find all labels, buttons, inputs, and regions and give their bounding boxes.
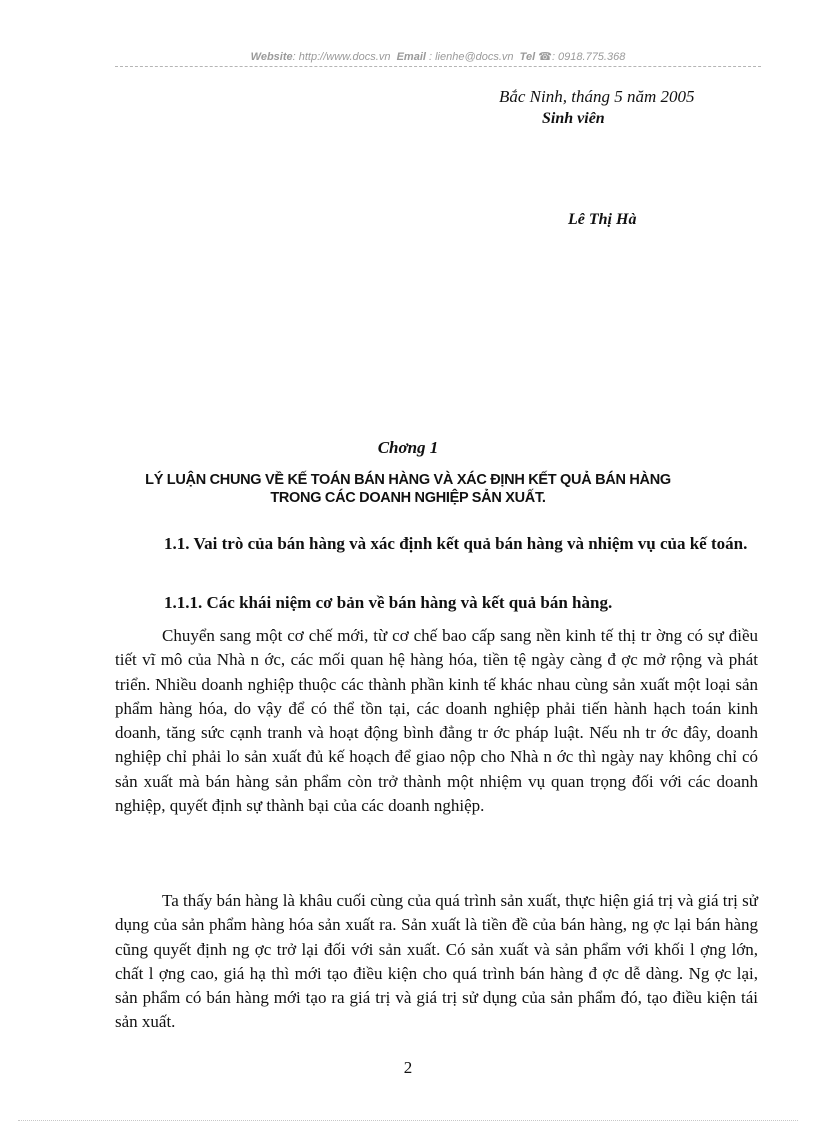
signature-name: Lê Thị Hà — [568, 211, 637, 228]
tel-label: Tel — [519, 51, 536, 63]
header-divider — [115, 66, 761, 67]
section-number: 1.1.1. — [164, 593, 203, 612]
section-heading-1-1 — [115, 532, 758, 556]
signature-place-date: Bắc Ninh, tháng 5 năm 2005 — [499, 87, 695, 106]
chapter-title-line-2: TRONG CÁC DOANH NGHIỆP SẢN XUẤT. — [270, 490, 546, 506]
email-label: Email — [396, 51, 426, 63]
section-title: Các khái niệm cơ bản về bán hàng và kết quả bán hàng. — [206, 593, 613, 612]
page-number: 2 — [403, 1058, 413, 1077]
section-number: 1.1. — [164, 534, 190, 553]
footer-divider — [18, 1120, 798, 1121]
section-title: Vai trò của bán hàng và xác định kết quả bán hàng và nhiệm vụ của kế toán. — [193, 534, 748, 553]
phone-icon: ☎ — [538, 51, 552, 63]
tel-number: : 0918.775.368 — [551, 51, 626, 63]
chapter-label: Chơng 1 — [377, 438, 439, 457]
website-label: Website — [250, 51, 293, 63]
website-url[interactable]: : http://www.docs.vn — [292, 51, 391, 63]
chapter-title-line-1: LÝ LUẬN CHUNG VỀ KẾ TOÁN BÁN HÀNG VÀ XÁC ĐỊNH KẾT QUẢ BÁN HÀNG — [145, 472, 671, 488]
section-heading-1-1-1 — [115, 591, 758, 615]
signature-role: Sinh viên — [542, 110, 605, 127]
page-header — [115, 50, 761, 63]
chapter-title — [120, 471, 696, 507]
email-address[interactable]: : lienhe@docs.vn — [425, 51, 514, 63]
body-paragraph: Ta thấy bán hàng là khâu cuối cùng của quá trình sản xuất, thực hiện giá trị và giá trị sử dụng của sản phẩm hàng hóa sản xuất ra. Sản xuất là tiền đề của bán hàng, ng ợc lại bán hàng cũng quyết định ng ợc trở lại đối với sản xuất. Có sản xuất và sản phẩm với khối l ợng lớn, chất l ợng cao, giá hạ thì mới tạo điều kiện cho quá trình bán hàng đ ợc dễ dàng. Ng ợc lại, sản phẩm có bán hàng mới tạo ra giá trị và giá trị sử dụng của sản phẩm đó, tạo điều kiện tái sản xuất. — [115, 891, 758, 1032]
body-paragraph: Chuyển sang một cơ chế mới, từ cơ chế bao cấp sang nền kinh tế thị tr ờng có sự điều tiết vĩ mô của Nhà n ớc, các mối quan hệ hàng hóa, tiền tệ ngày càng đ ợc mở rộng và phát triển. Nhiều doanh nghiệp thuộc các thành phần kinh tế khác nhau cùng sản xuất một loại sản phẩm hàng hóa, do vậy để có thể tồn tại, các doanh nghiệp phải tiến hành hạch toán kinh doanh, tăng sức cạnh tranh và hoạt động bình đẳng tr ớc pháp luật. Nếu nh tr ớc đây, doanh nghiệp chỉ phải lo sản xuất đủ kế hoạch để giao nộp cho Nhà n ớc thì ngày nay không chỉ có sản xuất mà bán hàng sản phẩm còn trở thành một nhiệm vụ quan trọng đối với các doanh nghiệp, quyết định sự thành bại của các doanh nghiệp. — [115, 626, 758, 816]
